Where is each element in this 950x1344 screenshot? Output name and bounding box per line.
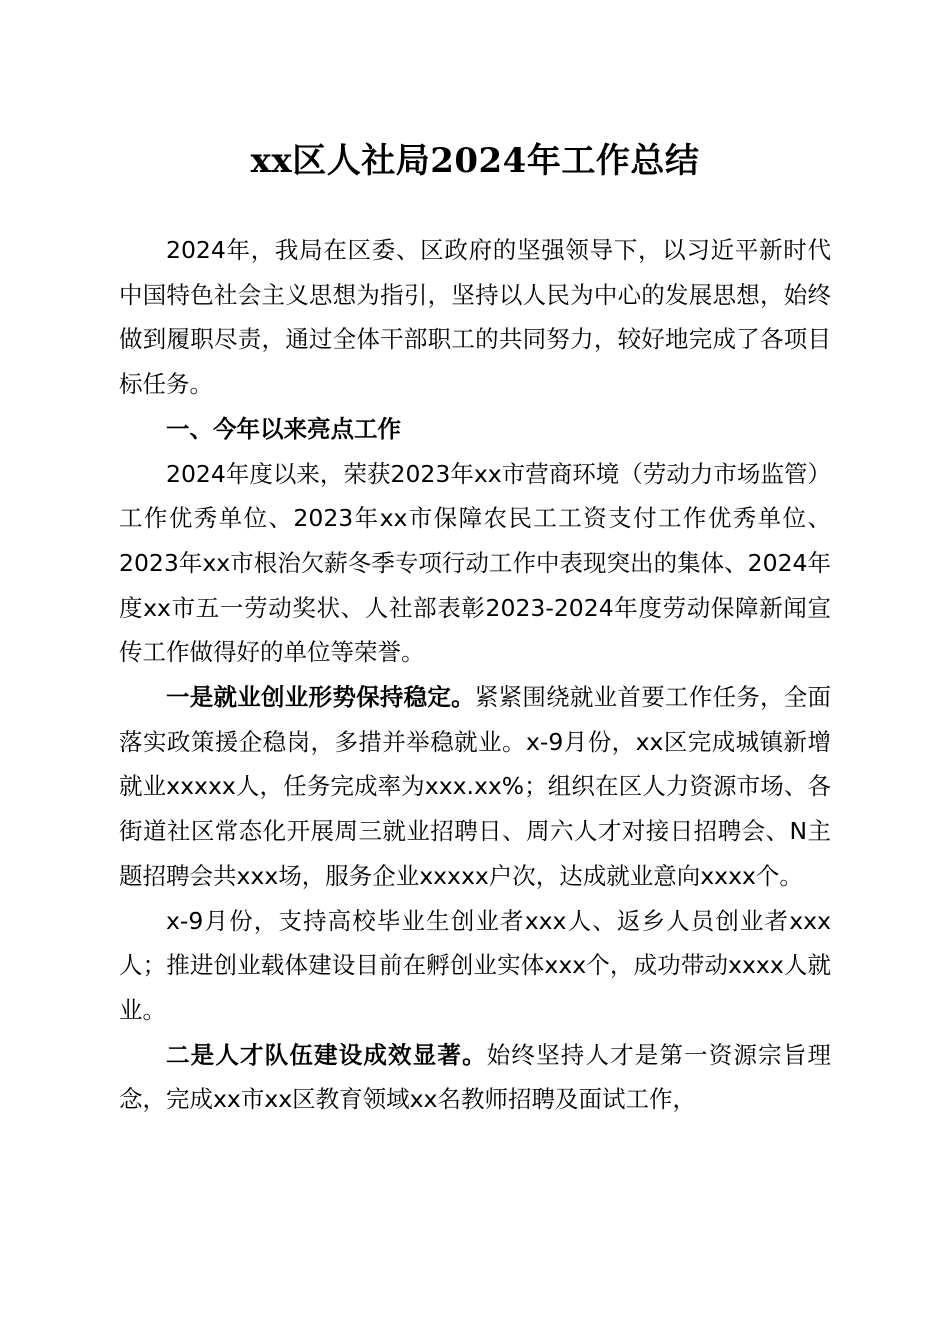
paragraph-text: 2024年，我局在区委、区政府的坚强领导下，以习近平新时代中国特色社会主义思想为指引，坚持以人民为中心的发展思想，始终做到履职尽责，通过全体干部职工的共同努力，较好地完成了各项目标任务。 — [119, 236, 831, 399]
document-body — [119, 228, 831, 1122]
entrepreneurship-paragraph — [119, 899, 831, 1033]
document-title: xx区人社局2024年工作总结 — [250, 141, 700, 181]
paragraph-lead: 二是人才队伍建设成效显著。 — [166, 1040, 487, 1069]
paragraph-text: x-9月份，支持高校毕业生创业者xxx人、返乡人员创业者xxx人；推进创业载体建设目前在孵创业实体xxx个，成功带动xxxx人就业。 — [119, 906, 831, 1024]
honors-paragraph — [119, 452, 831, 676]
paragraph-text: 紧紧围绕就业首要工作任务，全面落实政策援企稳岗，多措并举稳就业。x-9月份，xx区完成城镇新增就业xxxxx人，任务完成率为xxx.xx%；组织在区人力资源市场、各街道社区常态化开展周三就业招聘日、周六人才对接日招聘会、N主题招聘会共xxx场，服务企业xxxxx户次，达成就业意向xxxx个。 — [119, 683, 832, 890]
paragraph-text: 始终坚持人才是第一资源宗旨理念，完成xx市xx区教育领域xx名教师招聘及面试工作， — [119, 1040, 831, 1114]
talent-paragraph — [119, 1033, 831, 1122]
section-heading-text: 一、今年以来亮点工作 — [166, 414, 401, 443]
intro-paragraph — [119, 228, 831, 407]
paragraph-lead: 一是就业创业形势保持稳定。 — [166, 683, 475, 712]
employment-paragraph — [119, 675, 831, 899]
paragraph-text: 2024年度以来，荣获2023年xx市营商环境（劳动力市场监管）工作优秀单位、2023年xx市保障农民工工资支付工作优秀单位、2023年xx市根治欠薪冬季专项行动工作中表现突出的集体、2024年度xx市五一劳动奖状、人社部表彰2023-2024年度劳动保障新闻宣传工作做得好的单位等荣誉。 — [119, 459, 831, 667]
section-heading — [119, 407, 831, 452]
